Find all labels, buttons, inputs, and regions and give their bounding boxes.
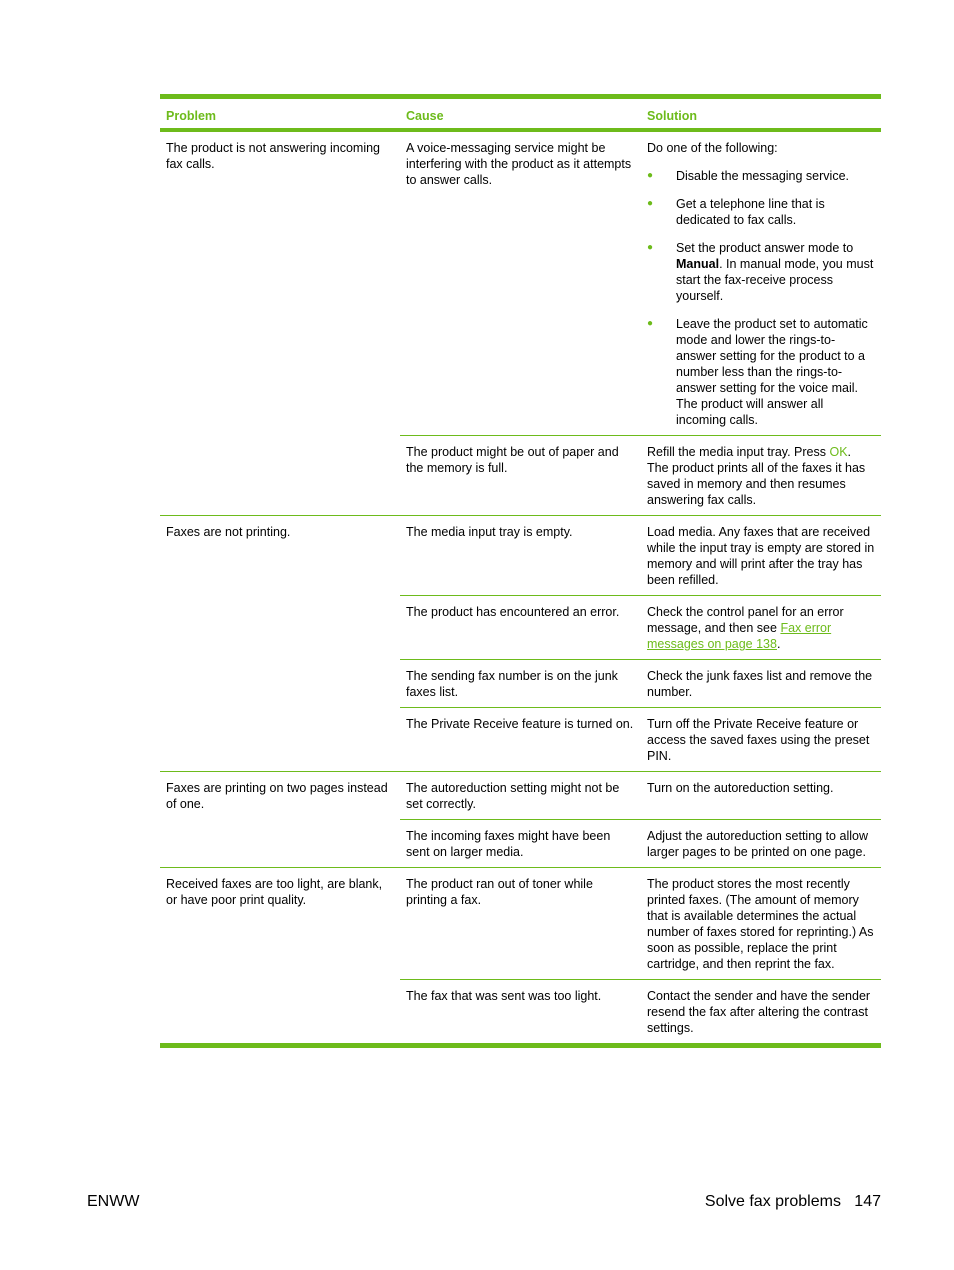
list-item — [647, 196, 875, 228]
list-item — [647, 316, 875, 428]
solution-text-post: . The product prints all of the faxes it has saved in memory and then resumes answering fax calls. — [647, 445, 866, 507]
solution-cell: Check the junk faxes list and remove the number. — [647, 669, 873, 699]
list-item — [647, 240, 875, 304]
table-row — [400, 132, 881, 435]
table-row — [400, 435, 881, 515]
solution-cell — [641, 436, 881, 515]
cause-cell: The media input tray is empty. — [406, 525, 573, 539]
table-row — [400, 516, 881, 595]
solution-cell: Adjust the autoreduction setting to allow larger pages to be printed on one page. — [647, 829, 868, 859]
cause-cell: The product has encountered an error. — [406, 605, 620, 619]
solution-text-pre: Check the control panel for an error message, and then see — [647, 605, 844, 635]
manual-mode-label: Manual — [676, 257, 720, 271]
table-group — [160, 868, 881, 1043]
table-header — [160, 99, 881, 132]
table-row — [400, 868, 881, 979]
solution-cell: Contact the sender and have the sender resend the fax after altering the contrast settings. — [647, 989, 871, 1035]
bullet-text — [676, 240, 875, 304]
list-item — [647, 168, 875, 184]
bullet-dot-icon: ● — [647, 198, 654, 209]
bullet-text: Disable the messaging service. — [676, 169, 849, 183]
header-problem: Problem — [166, 109, 217, 123]
solution-cell — [641, 132, 881, 435]
page-number: 147 — [854, 1193, 881, 1210]
table-group — [160, 772, 881, 868]
fax-error-messages-link[interactable]: Fax error messages on page 138 — [647, 621, 832, 651]
bullet-text-pre: Set the product answer mode to — [676, 241, 854, 255]
footer-section-title: Solve fax problems — [704, 1193, 841, 1210]
bullet-text-post: . In manual mode, you must start the fax-receive process yourself. — [676, 257, 874, 303]
solution-text-pre: Refill the media input tray. Press — [647, 445, 830, 459]
problem-cell: Faxes are printing on two pages instead of one. — [166, 781, 388, 811]
cause-cell: A voice-messaging service might be interfering with the product as it attempts to answer calls. — [406, 141, 632, 187]
solution-cell: Turn on the autoreduction setting. — [647, 781, 834, 795]
cause-cell: The fax that was sent was too light. — [406, 989, 602, 1003]
problem-cell: The product is not answering incoming fax calls. — [166, 141, 381, 171]
problem-cell: Received faxes are too light, are blank, or have poor print quality. — [166, 877, 383, 907]
cause-cell: The incoming faxes might have been sent on larger media. — [406, 829, 611, 859]
solution-cell: Turn off the Private Receive feature or access the saved faxes using the preset PIN. — [647, 717, 870, 763]
cause-cell: The sending fax number is on the junk faxes list. — [406, 669, 618, 699]
bullet-text: Get a telephone line that is dedicated to fax calls. — [676, 197, 825, 227]
table-row — [400, 979, 881, 1043]
problem-cell: Faxes are not printing. — [166, 525, 291, 539]
table-row — [400, 707, 881, 771]
solution-intro: Do one of the following: — [647, 141, 778, 155]
cause-cell: The Private Receive feature is turned on. — [406, 717, 634, 731]
footer-locale: ENWW — [87, 1193, 140, 1210]
footer-page-info — [705, 1193, 881, 1211]
table-row — [400, 772, 881, 819]
bullet-dot-icon: ● — [647, 170, 654, 181]
cause-cell: The autoreduction setting might not be set correctly. — [406, 781, 620, 811]
table-row — [400, 659, 881, 707]
solution-text-post: . — [776, 637, 781, 651]
bullet-dot-icon: ● — [647, 318, 654, 329]
table-group — [160, 516, 881, 772]
table-bottom-rule — [160, 1043, 881, 1048]
fax-problems-table — [160, 94, 881, 1048]
header-solution: Solution — [647, 109, 697, 123]
table-row — [400, 819, 881, 867]
solution-cell: Load media. Any faxes that are received while the input tray is empty are stored in memory and will print after the tray has been refilled. — [647, 525, 875, 587]
bullet-text: Leave the product set to automatic mode and lower the rings-to-answer setting for the product to a number less than the rings-to-answer setting for the voice mail. The product will answer all incoming calls. — [676, 317, 868, 427]
table-group — [160, 132, 881, 516]
solution-cell — [641, 596, 881, 659]
ok-key-label: OK — [829, 445, 848, 459]
cause-cell: The product ran out of toner while printing a fax. — [406, 877, 593, 907]
cause-cell: The product might be out of paper and the memory is full. — [406, 445, 619, 475]
bullet-dot-icon: ● — [647, 242, 654, 253]
header-cause: Cause — [406, 109, 444, 123]
table-row — [400, 595, 881, 659]
solution-cell: The product stores the most recently printed faxes. (The amount of memory that is available determines the actual number of faxes stored for reprinting.) As soon as possible, replace the print cartridge, and then reprint the fax. — [647, 877, 874, 971]
